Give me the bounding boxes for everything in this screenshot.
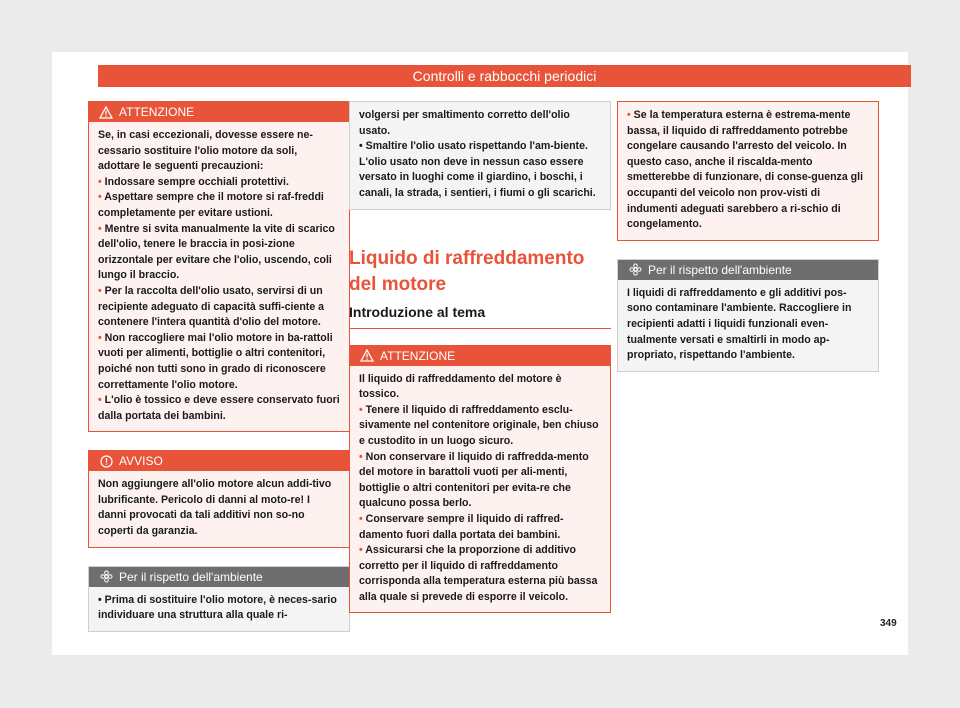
environment-title: Per il rispetto dell'ambiente: [119, 569, 263, 584]
warning-triangle-icon: [360, 349, 374, 363]
environment-body: [89, 587, 349, 631]
section-subtitle: Introduzione al tema: [349, 302, 611, 329]
page-header: Controlli e rabbocchi periodici: [98, 65, 911, 87]
warning-box-continued: [617, 101, 879, 241]
flower-icon: [99, 570, 113, 584]
notice-box: [88, 450, 350, 547]
warning-item: • Non conservare il liquido di raffredda-mento del motore in barattoli vuoti per ali-menti, bottiglie o altri contenitori per evita-re che qualcuno possa berlo.: [359, 450, 589, 510]
warning-body: [350, 366, 610, 613]
notice-body: [89, 471, 349, 546]
page-number: 349: [880, 618, 897, 629]
warning-item: • Per la raccolta dell'olio usato, servirsi di un recipiente adeguato di capacità suffi-ciente a contenere l'intera quantità d'olio del motore.: [98, 284, 325, 329]
warning-intro: Se, in casi eccezionali, dovesse essere ne-cessario sostituire l'olio motore da soli, adottare le seguenti precauzioni:: [98, 129, 313, 173]
warning-intro: Il liquido di raffreddamento del motore è tossico.: [359, 372, 562, 401]
warning-item: • Tenere il liquido di raffreddamento esclu-sivamente nel contenitore originale, ben chiuso e custodito in un luogo sicuro.: [359, 403, 599, 447]
environment-header: [89, 567, 349, 587]
environment-header: [618, 260, 878, 280]
manual-page: [52, 52, 908, 655]
environment-title: Per il rispetto dell'ambiente: [648, 262, 792, 277]
environment-body-continued: [350, 102, 610, 209]
environment-box-coolant: [617, 259, 879, 372]
warning-item: • Mentre si svita manualmente la vite di scarico dell'olio, tenere le braccia in posi-zione orizzontale per evitare che l'olio, uscendo, coli lungo il braccio.: [98, 222, 335, 282]
info-circle-icon: [99, 454, 113, 468]
environment-item: • Prima di sostituire l'olio motore, è neces-sario individuare una struttura alla quale ri-: [98, 593, 337, 622]
environment-continued-text: volgersi per smaltimento corretto dell'olio usato.: [359, 109, 570, 137]
notice-title: AVVISO: [119, 454, 163, 469]
warning-item: • Conservare sempre il liquido di raffred-damento fuori dalla portata dei bambini.: [359, 512, 564, 541]
warning-header: [350, 346, 610, 366]
warning-body: [89, 122, 349, 431]
warning-item: • Non raccogliere mai l'olio motore in ba-rattoli vuoti per alimenti, bottiglie o altri contenitori, poiché non tutti sono in grado di riconoscere correttamente l'olio motore.: [98, 331, 333, 391]
environment-item: • Smaltire l'olio usato rispettando l'am-biente. L'olio usato non deve in nessun caso essere versato in luoghi come il giardino, i boschi, i canali, la strada, i sentieri, i fiumi o gli scarichi.: [359, 140, 596, 199]
environment-box: [88, 566, 350, 632]
column-2: [349, 101, 611, 613]
flower-icon: [628, 263, 642, 277]
section-title: Liquido di raffreddamento del motore: [349, 247, 585, 295]
warning-title: ATTENZIONE: [380, 348, 456, 363]
warning-item: • L'olio è tossico e deve essere conservato fuori dalla portata dei bambini.: [98, 394, 340, 422]
notice-text: Non aggiungere all'olio motore alcun addi-tivo lubrificante. Pericolo di danni al moto-re! I danni provocati da tali additivi non so-no coperti da garanzia.: [98, 478, 332, 538]
environment-text: I liquidi di raffreddamento e gli additivi pos-sono contaminare l'ambiente. Raccogliere in recipienti adatti i liquidi funzionali even-tualmente versati e smaltirli in modo ap-propriato, rispettando l'ambiente.: [627, 286, 852, 362]
warning-item: • Aspettare sempre che il motore si raf-freddi completamente per evitare ustioni.: [98, 191, 324, 219]
warning-item: • Indossare sempre occhiali protettivi.: [98, 175, 289, 188]
warning-item: • Se la temperatura esterna è estrema-mente bassa, il liquido di raffreddamento potrebbe congelare causando l'arresto del veicolo. In questo caso, anche il riscalda-mento smetterebbe di funzionare, di conse-guenza gli occupanti del veicolo non prov-visti di indumenti adeguati sarebbero a ri-schio di congelamento.: [627, 109, 864, 231]
environment-body: [618, 280, 878, 371]
notice-header: [89, 451, 349, 471]
environment-box-continued: [349, 101, 611, 210]
warning-item: • Assicurarsi che la proporzione di additivo corretto per il liquido di raffreddamento corrisponda alla temperatura esterna più bassa alla quale si prevede di esporre il veicolo.: [359, 544, 598, 603]
warning-triangle-icon: [99, 105, 113, 119]
warning-header: [89, 102, 349, 122]
coolant-section: [349, 246, 611, 329]
warning-box-coolant: [349, 345, 611, 614]
column-3: [617, 101, 879, 372]
warning-body-continued: [618, 102, 878, 240]
warning-box-oil: [88, 101, 350, 432]
warning-title: ATTENZIONE: [119, 105, 195, 119]
column-1: [88, 101, 350, 632]
